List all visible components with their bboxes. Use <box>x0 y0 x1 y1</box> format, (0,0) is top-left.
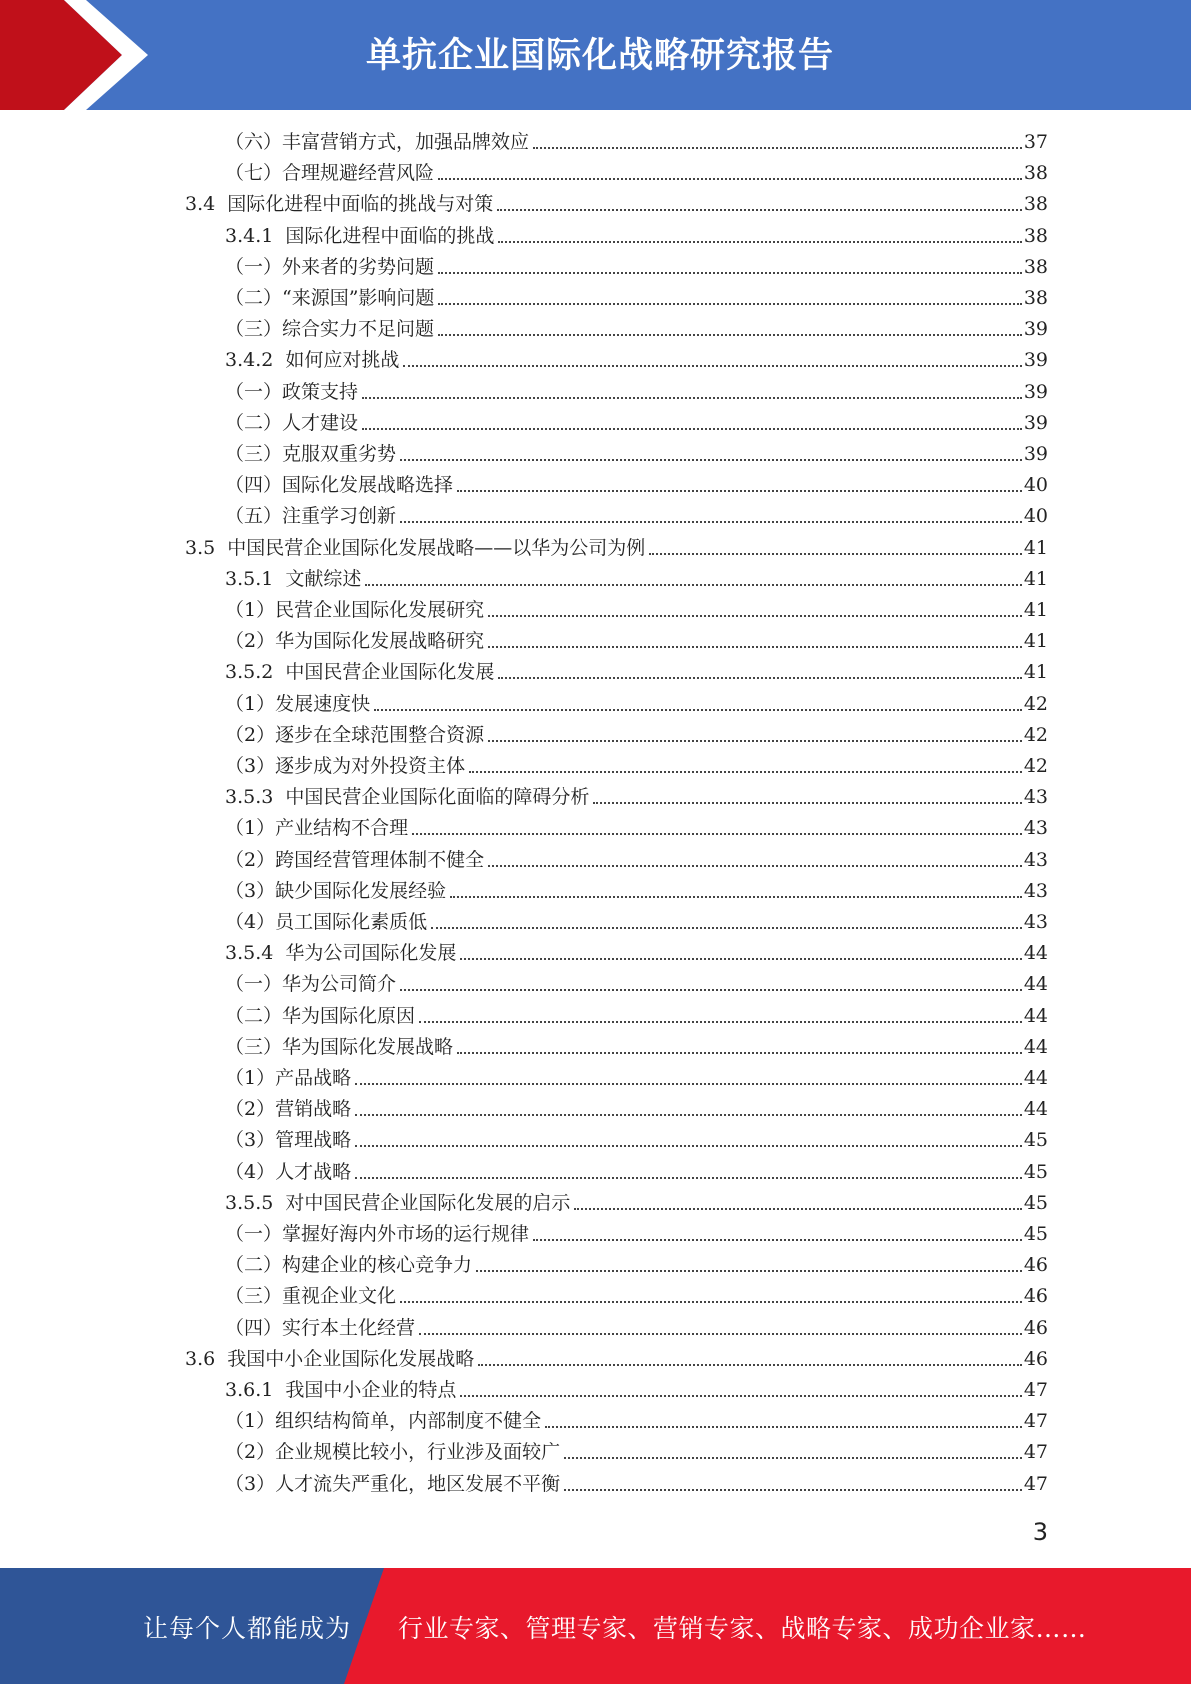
toc-dot-leader <box>564 1489 1022 1491</box>
page-number: 3 <box>1032 1518 1048 1546</box>
toc-dot-leader <box>355 1083 1022 1085</box>
toc-entry-title: 我国中小企业的特点 <box>285 1379 457 1401</box>
toc-entry[interactable] <box>225 1250 1048 1281</box>
toc-entry[interactable] <box>225 501 1048 532</box>
toc-dot-leader <box>374 709 1022 711</box>
toc-entry-title: 中国民营企业国际化发展战略——以华为公司为例 <box>227 536 646 559</box>
toc-entry-page: 37 <box>1023 131 1048 153</box>
toc-entry[interactable] <box>225 158 1048 189</box>
toc-dot-leader <box>355 1177 1022 1179</box>
toc-entry-number: 3.5.3 <box>225 786 274 809</box>
toc-entry[interactable] <box>225 1125 1048 1156</box>
toc-entry-page: 42 <box>1023 692 1048 715</box>
toc-dot-leader <box>400 521 1022 523</box>
toc-dot-leader <box>365 584 1021 586</box>
toc-entry[interactable] <box>225 564 1048 595</box>
toc-entry-title: （三）华为国际化发展战略 <box>225 1035 454 1058</box>
toc-entry-number: 3.5 <box>185 536 216 559</box>
toc-dot-leader <box>488 615 1022 617</box>
toc-dot-leader <box>438 272 1022 274</box>
toc-dot-leader <box>438 178 1022 180</box>
toc-entry-page: 43 <box>1023 848 1048 871</box>
toc-entry-page: 47 <box>1023 1379 1048 1401</box>
toc-entry-title: （4）人才战略 <box>225 1160 352 1183</box>
toc-entry-title: 对中国民营企业国际化发展的启示 <box>285 1191 571 1214</box>
toc-entry-title: （四）实行本土化经营 <box>225 1316 416 1339</box>
toc-dot-leader <box>457 1052 1022 1054</box>
footer-slogan-right: 行业专家、管理专家、营销专家、战略专家、成功企业家…… <box>398 1614 1087 1643</box>
toc-entry[interactable] <box>225 1469 1048 1500</box>
toc-entry[interactable] <box>185 1344 1048 1375</box>
toc-entry-title: 中国民营企业国际化发展 <box>285 661 495 684</box>
toc-entry[interactable] <box>225 907 1048 938</box>
toc-entry-title: （1）产业结构不合理 <box>225 817 409 840</box>
toc-dot-leader <box>362 397 1022 399</box>
toc-entry-page: 46 <box>1023 1347 1048 1370</box>
toc-dot-leader <box>438 303 1021 305</box>
toc-entry-title: （3）逐步成为对外投资主体 <box>225 755 466 777</box>
toc-entry-page: 47 <box>1023 1472 1048 1495</box>
toc-entry-title: （4）员工国际化素质低 <box>225 911 428 933</box>
toc-dot-leader <box>497 209 1022 211</box>
toc-entry-title: （一）华为公司简介 <box>225 973 397 996</box>
toc-entry-page: 38 <box>1023 287 1048 309</box>
toc-entry-title: （1）组织结构简单，内部制度不健全 <box>225 1410 542 1433</box>
toc-dot-leader <box>488 865 1022 867</box>
toc-entry-page: 39 <box>1023 318 1048 341</box>
toc-dot-leader <box>362 428 1022 430</box>
toc-entry-page: 44 <box>1023 1004 1048 1027</box>
toc-entry-title: （二）“来源国”影响问题 <box>225 287 435 309</box>
toc-entry-number: 3.5.1 <box>225 567 274 590</box>
toc-entry[interactable] <box>225 1219 1048 1250</box>
toc-entry[interactable] <box>225 813 1048 844</box>
toc-entry-page: 38 <box>1023 162 1048 185</box>
toc-entry-title: （2）逐步在全球范围整合资源 <box>225 723 485 746</box>
toc-dot-leader <box>498 677 1021 679</box>
toc-entry-number: 3.6 <box>185 1347 216 1370</box>
toc-entry-page: 47 <box>1023 1441 1048 1464</box>
toc-entry-title: （3）人才流失严重化，地区发展不平衡 <box>225 1472 561 1495</box>
toc-entry[interactable] <box>185 533 1048 564</box>
header-bar <box>0 0 1191 110</box>
toc-entry-page: 42 <box>1023 723 1048 746</box>
toc-entry[interactable] <box>225 595 1048 626</box>
report-title: 单抗企业国际化战略研究报告 <box>365 36 834 76</box>
toc-entry-page: 45 <box>1023 1129 1048 1152</box>
toc-entry-page: 39 <box>1023 380 1048 403</box>
toc-entry-page: 44 <box>1023 1035 1048 1058</box>
toc-dot-leader <box>419 1021 1022 1023</box>
toc-entry-title: （二）构建企业的核心竞争力 <box>225 1254 473 1277</box>
toc-entry[interactable] <box>225 439 1048 470</box>
toc-entry-page: 47 <box>1023 1410 1048 1433</box>
toc-entry-page: 39 <box>1023 349 1048 372</box>
toc-entry-page: 45 <box>1023 1191 1048 1214</box>
toc-entry-title: （1）产品战略 <box>225 1067 352 1089</box>
toc-entry-page: 44 <box>1023 942 1048 965</box>
toc-entry-number: 3.5.2 <box>225 661 274 684</box>
toc-entry-number: 3.6.1 <box>225 1379 274 1401</box>
toc-entry[interactable] <box>225 626 1048 657</box>
toc-entry-title: 文献综述 <box>285 567 362 590</box>
toc-entry[interactable] <box>225 720 1048 751</box>
toc-entry[interactable] <box>225 751 1048 782</box>
toc-dot-leader <box>488 646 1022 648</box>
toc-entry[interactable] <box>225 221 1048 252</box>
toc-entry-page: 45 <box>1023 1223 1048 1245</box>
toc-entry-title: （3）缺少国际化发展经验 <box>225 879 447 902</box>
toc-entry-title: （2）营销战略 <box>225 1098 352 1121</box>
toc-entry-title: （1）发展速度快 <box>225 692 371 715</box>
toc-entry[interactable] <box>225 1094 1048 1125</box>
toc-entry-page: 46 <box>1023 1254 1048 1277</box>
toc-entry-title: （一）政策支持 <box>225 380 359 403</box>
toc-entry-page: 40 <box>1023 505 1048 528</box>
toc-dot-leader <box>419 1333 1022 1335</box>
toc-entry-title: （三）综合实力不足问题 <box>225 318 435 341</box>
toc-entry[interactable] <box>225 1157 1048 1188</box>
toc-entry[interactable] <box>185 189 1048 220</box>
toc-entry-title: （三）重视企业文化 <box>225 1285 397 1308</box>
toc-entry[interactable] <box>225 283 1048 314</box>
toc-entry-title: （1）民营企业国际化发展研究 <box>225 599 485 621</box>
toc-entry-number: 3.5.5 <box>225 1191 274 1214</box>
toc-dot-leader <box>564 1457 1022 1459</box>
toc-entry[interactable] <box>225 689 1048 720</box>
toc-dot-leader <box>450 896 1022 898</box>
toc-entry[interactable] <box>225 1375 1048 1406</box>
toc-entry[interactable] <box>225 314 1048 345</box>
toc-dot-leader <box>400 459 1022 461</box>
toc-dot-leader <box>533 1239 1022 1241</box>
toc-dot-leader <box>403 365 1021 367</box>
toc-entry-number: 3.4 <box>185 193 216 216</box>
toc-entry[interactable] <box>225 845 1048 876</box>
toc-entry-page: 44 <box>1023 1067 1048 1089</box>
toc-dot-leader <box>355 1114 1022 1116</box>
toc-entry-page: 46 <box>1023 1285 1048 1308</box>
toc-dot-leader <box>498 241 1021 243</box>
toc-entry-page: 38 <box>1023 193 1048 216</box>
toc-entry-page: 39 <box>1023 411 1048 434</box>
toc-dot-leader <box>438 334 1022 336</box>
toc-entry-page: 43 <box>1023 911 1048 933</box>
toc-entry-title: （一）外来者的劣势问题 <box>225 255 435 278</box>
toc-dot-leader <box>460 1395 1021 1397</box>
toc-entry-page: 44 <box>1023 973 1048 996</box>
toc-dot-leader <box>460 958 1021 960</box>
toc-dot-leader <box>478 1364 1022 1366</box>
toc-entry-number: 3.5.4 <box>225 942 274 965</box>
toc-entry-title: 如何应对挑战 <box>285 349 400 372</box>
toc-entry[interactable] <box>225 252 1048 283</box>
toc-entry-page: 44 <box>1023 1098 1048 1121</box>
toc-entry-page: 40 <box>1023 474 1048 497</box>
toc-entry-page: 41 <box>1023 567 1048 590</box>
toc-dot-leader <box>574 1208 1021 1210</box>
toc-entry-page: 43 <box>1023 879 1048 902</box>
toc-entry-title: （七）合理规避经营风险 <box>225 162 435 185</box>
toc-entry[interactable] <box>225 1313 1048 1344</box>
toc-entry[interactable] <box>225 938 1048 969</box>
toc-entry[interactable] <box>225 1188 1048 1219</box>
toc-entry[interactable] <box>225 1437 1048 1468</box>
toc-dot-leader <box>355 1145 1022 1147</box>
toc-dot-leader <box>431 927 1022 929</box>
toc-entry-page: 38 <box>1023 255 1048 278</box>
toc-entry-title: （3）管理战略 <box>225 1129 352 1152</box>
toc-entry[interactable] <box>225 876 1048 907</box>
toc-entry-page: 39 <box>1023 443 1048 465</box>
toc-entry[interactable] <box>225 782 1048 813</box>
toc-entry[interactable] <box>225 127 1048 158</box>
toc-dot-leader <box>469 771 1022 773</box>
toc-dot-leader <box>400 1301 1022 1303</box>
toc-entry-number: 3.4.1 <box>225 224 274 247</box>
toc-entry-page: 41 <box>1023 599 1048 621</box>
toc-entry[interactable] <box>225 408 1048 439</box>
toc-dot-leader <box>488 740 1022 742</box>
toc-entry[interactable] <box>225 1032 1048 1063</box>
toc-entry-title: （2）华为国际化发展战略研究 <box>225 630 485 653</box>
toc-entry-title: （四）国际化发展战略选择 <box>225 474 454 497</box>
toc-entry-page: 42 <box>1023 755 1048 777</box>
toc-entry-title: （二）人才建设 <box>225 411 359 434</box>
toc-entry[interactable] <box>225 345 1048 376</box>
toc-entry[interactable] <box>225 470 1048 501</box>
toc-entry-title: 中国民营企业国际化面临的障碍分析 <box>285 786 590 809</box>
toc-dot-leader <box>457 490 1022 492</box>
toc-dot-leader <box>593 802 1021 804</box>
toc-entry-title: （三）克服双重劣势 <box>225 443 397 465</box>
toc-dot-leader <box>412 833 1022 835</box>
toc-entry-page: 38 <box>1023 224 1048 247</box>
toc-entry[interactable] <box>225 969 1048 1000</box>
toc-entry-page: 41 <box>1023 661 1048 684</box>
toc-entry-title: 华为公司国际化发展 <box>285 942 457 965</box>
toc-entry-title: （二）华为国际化原因 <box>225 1004 416 1027</box>
toc-entry-title: 我国中小企业国际化发展战略 <box>227 1347 475 1370</box>
toc-entry[interactable] <box>225 657 1048 688</box>
toc-entry-page: 43 <box>1023 786 1048 809</box>
toc-entry-title: （五）注重学习创新 <box>225 505 397 528</box>
toc-entry-title: （2）企业规模比较小，行业涉及面较广 <box>225 1441 561 1464</box>
toc-dot-leader <box>533 147 1022 149</box>
toc-entry[interactable] <box>225 1063 1048 1094</box>
toc-entry[interactable] <box>225 1001 1048 1032</box>
toc-entry-title: （一）掌握好海内外市场的运行规律 <box>225 1223 530 1245</box>
toc-entry-title: （六）丰富营销方式，加强品牌效应 <box>225 131 530 153</box>
footer-slogan-left: 让每个人都能成为 <box>143 1614 352 1643</box>
toc-entry-page: 41 <box>1023 536 1048 559</box>
toc-dot-leader <box>649 553 1022 555</box>
toc-entry-page: 45 <box>1023 1160 1048 1183</box>
toc-entry-title: 国际化进程中面临的挑战 <box>285 224 495 247</box>
toc-entry[interactable] <box>225 377 1048 408</box>
toc-entry-title: 国际化进程中面临的挑战与对策 <box>227 193 494 216</box>
toc-entry-page: 41 <box>1023 630 1048 653</box>
toc-entry-page: 43 <box>1023 817 1048 840</box>
toc-entry[interactable] <box>225 1406 1048 1437</box>
toc-dot-leader <box>476 1270 1022 1272</box>
toc-entry-title: （2）跨国经营管理体制不健全 <box>225 848 485 871</box>
toc-entry-number: 3.4.2 <box>225 349 274 372</box>
toc-entry[interactable] <box>225 1281 1048 1312</box>
toc-dot-leader <box>400 989 1022 991</box>
footer-banner <box>0 1568 1191 1684</box>
toc-entry-page: 46 <box>1023 1316 1048 1339</box>
toc-dot-leader <box>545 1426 1022 1428</box>
